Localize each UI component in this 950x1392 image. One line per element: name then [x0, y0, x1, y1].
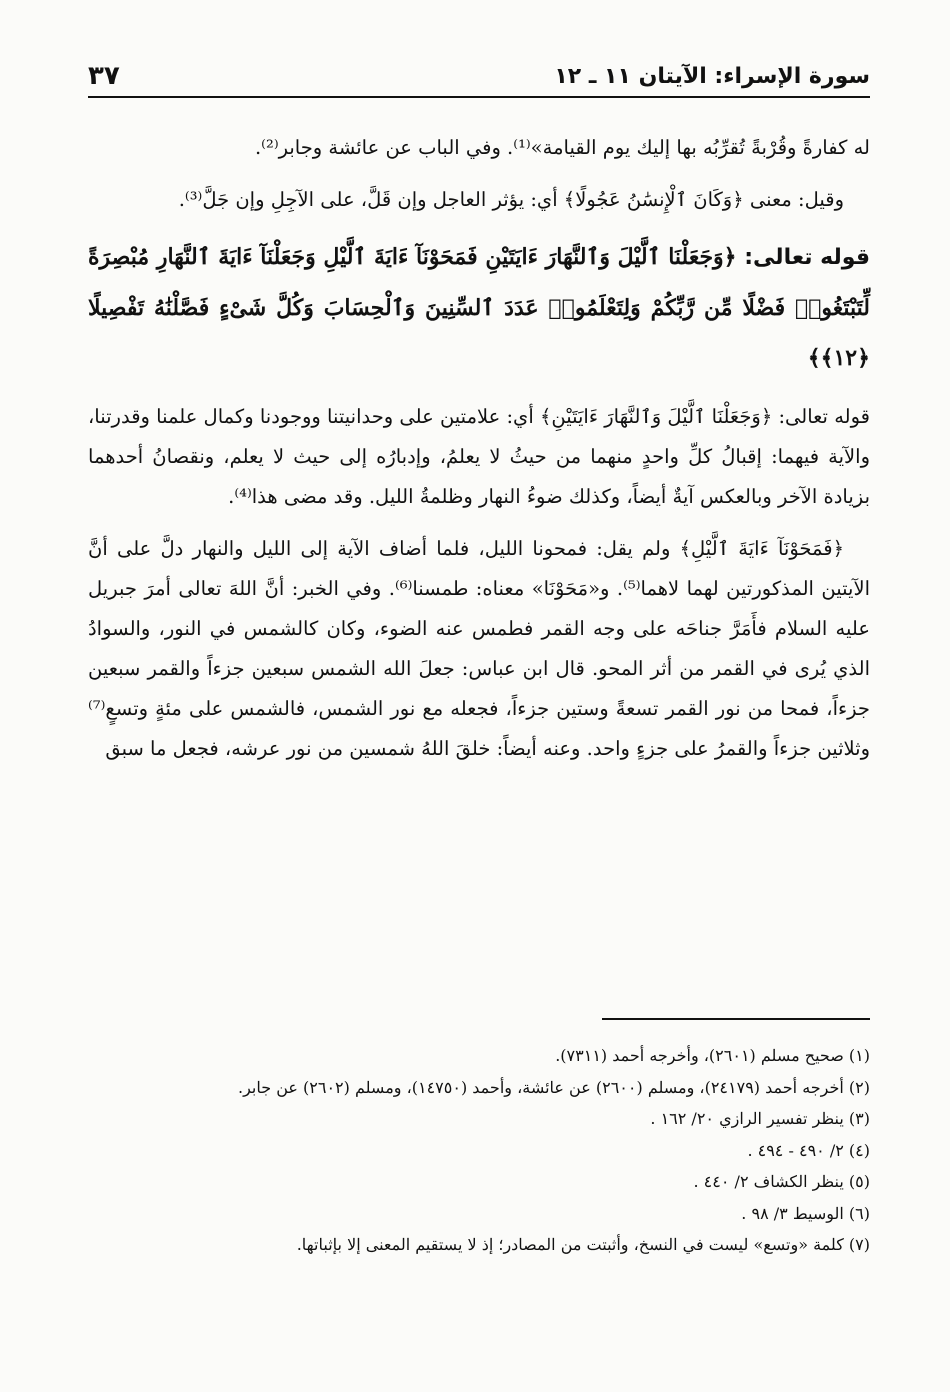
paragraph-3: قوله تعالى: ﴿وَجَعَلْنَا ٱلَّيْلَ وَٱلنَّهَارَ ءَايَتَيْنِ﴾ أي: علامتين على وحدانيتنا ووجودنا وكمال علمنا وقدرتنا، والآية فيهما: إقبالُ كلِّ واحدٍ منهما من حيثُ لا يعلمُ، وإدبارُه إلى حيث لا يعلم، ونقصانُ أحدهما بزيادة الآخر وبالعكس آيةٌ أيضاً، وكذلك ضوءُ النهار وظلمةُ الليل. وقد مضى هذا⁽⁴⁾.	[88, 405, 870, 508]
verse-lead: قوله تعالى:	[744, 245, 870, 270]
footnote-5: (٥) ينظر الكشاف ٢/ ٤٤٠ .	[693, 1172, 870, 1191]
footnote-2: (٢) أخرجه أحمد (٢٤١٧٩)، ومسلم (٢٦٠٠) عن عائشة، وأحمد (١٤٧٥٠)، ومسلم (٢٦٠٢) عن جابر.	[237, 1077, 870, 1097]
footnote-1: (١) صحيح مسلم (٢٦٠١)، وأخرجه أحمد (٧٣١١).	[555, 1046, 870, 1065]
paragraph-1: له كفارةً وقُرْبةً تُقرِّبُه بها إليك يوم القيامة»⁽¹⁾. وفي الباب عن عائشة وجابر⁽²⁾.	[254, 136, 870, 159]
quran-verse-block	[88, 232, 870, 383]
footnote-divider	[602, 1018, 870, 1020]
footnotes	[88, 1040, 870, 1261]
footnote-6: (٦) الوسيط ٣/ ٩٨ .	[741, 1203, 870, 1223]
running-header	[88, 56, 870, 98]
page-number: ٣٧	[88, 61, 120, 91]
footnote-4: (٤) ٢/ ٤٩٠ - ٤٩٤ .	[747, 1140, 870, 1160]
running-title: سورة الإسراء: الآيتان ١١ ـ ١٢	[554, 63, 870, 89]
main-text	[88, 128, 870, 781]
paragraph-2: وقيل: معنى ﴿وَكَانَ ٱلْإِنسَٰنُ عَجُولًا﴾ أي: يؤثر العاجل وإن قَلَّ، على الآجِلِ وإن جَلَّ⁽³⁾.	[178, 188, 844, 211]
verse-text: ﴿وَجَعَلْنَا ٱلَّيْلَ وَٱلنَّهَارَ ءَايَتَيْنِ فَمَحَوْنَآ ءَايَةَ ٱلَّيْلِ وَجَعَلْنَآ ءَايَةَ ٱلنَّهَارِ مُبْصِرَةً لِّتَبْتَغُوا۟ فَضْلًا مِّن رَّبِّكُمْ وَلِتَعْلَمُوا۟ عَدَدَ ٱلسِّنِينَ وَٱلْحِسَابَ وَكُلَّ شَىْءٍ فَصَّلْنَٰهُ تَفْصِيلًا ﴿١٢﴾﴾	[88, 244, 870, 371]
footnote-3: (٣) ينظر تفسير الرازي ٢٠/ ١٦٢ .	[650, 1109, 870, 1128]
paragraph-4: ﴿فَمَحَوْنَآ ءَايَةَ ٱلَّيْلِ﴾ ولم يقل: فمحونا الليل، فلما أضاف الآية إلى الليل والنهار دلَّ على أنَّ الآيتين المذكورتين لهما لاهما⁽⁵⁾. و«مَحَوْنَا» معناه: طمسنا⁽⁶⁾. وفي الخبر: أنَّ اللهَ تعالى أمرَ جبريل عليه السلام فأَمَرَّ جناحَه على وجه القمر فطمس عنه الضوء، وكان كالشمس في النور، والسوادُ الذي يُرى في القمر من أثر المحو. قال ابن عباس: جعلَ الله الشمس سبعين جزءاً والقمر سبعين جزءاً، فمحا من نور القمر تسعةً وستين جزءاً، فجعله مع نور الشمس، فالشمس على مئةٍ وتسعٍ⁽⁷⁾ وثلاثين جزءاً والقمرُ على جزءٍ واحد. وعنه أيضاً: خلقَ اللهُ شمسين من نور عرشه، فجعل ما سبق	[88, 537, 870, 760]
footnote-7: (٧) كلمة «وتسع» ليست في النسخ، وأثبتت من المصادر؛ إذ لا يستقيم المعنى إلا بإثباتها.	[296, 1235, 870, 1254]
